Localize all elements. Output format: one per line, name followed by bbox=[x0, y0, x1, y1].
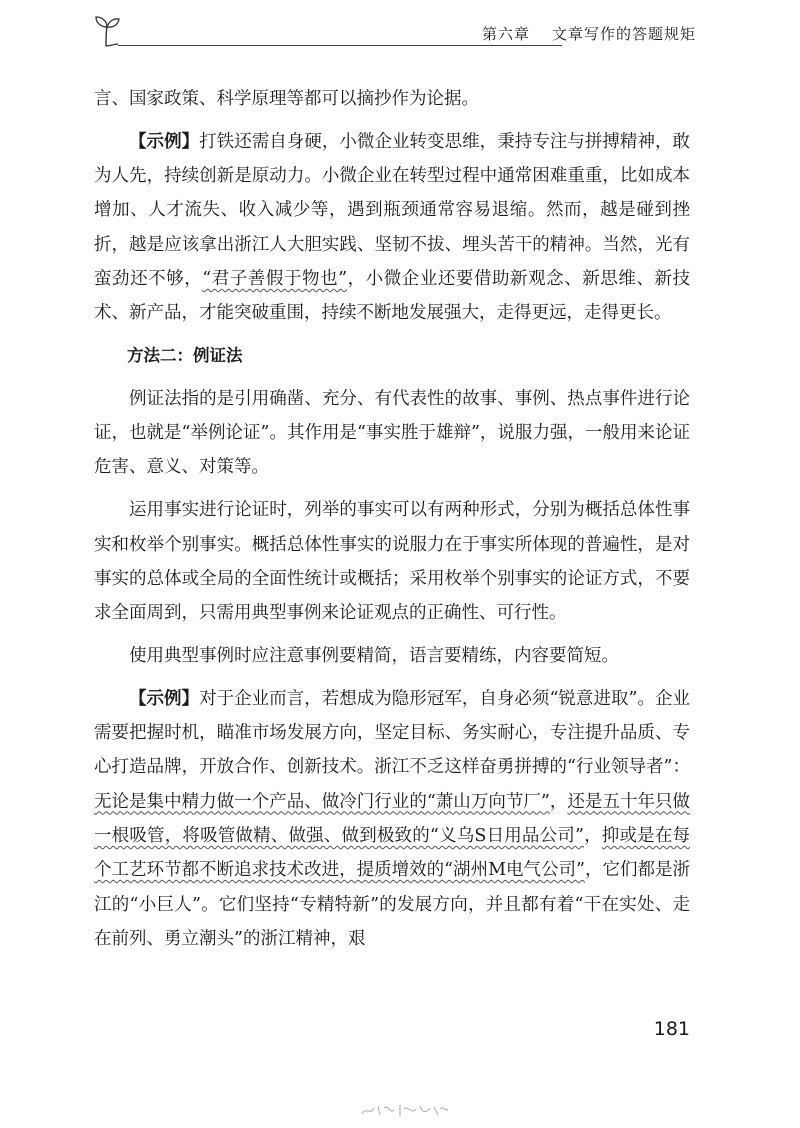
chapter-label: 第六章 bbox=[481, 25, 530, 43]
underlined-case-2: 还是五十年只做一根吸管，将吸管做精、做强、做到极致的“义乌S日用品公司” bbox=[94, 791, 691, 846]
example-2-text-a: 对于企业而言，若想成为隐形冠军，自身必须“锐意进取”。企业需要把握时机，瞄准市场发展方向，坚定目标、务实耐心，专注提升品质、专心打造品牌，开放合作、创新技术。浙江不乏这样奋勇拼搏的“行业领导者”： bbox=[94, 688, 690, 778]
header-title bbox=[482, 23, 696, 44]
sprout-icon bbox=[92, 14, 122, 48]
page-body bbox=[94, 82, 690, 965]
page-number: 181 bbox=[653, 1018, 690, 1040]
example-tag: 【示例】 bbox=[129, 131, 200, 152]
underlined-case-3: 抑或是在每个工艺环节都不断追求技术改进，提质增效的“湖州M电气公司” bbox=[94, 825, 690, 881]
example-tag: 【示例】 bbox=[129, 688, 200, 709]
example-paragraph-2 bbox=[94, 682, 690, 956]
watermark-stamp bbox=[360, 1100, 450, 1120]
quote-underlined: “君子善假于物也” bbox=[202, 268, 348, 289]
running-header bbox=[92, 14, 702, 50]
underlined-case-1: 无论是集中精力做一个产品、做冷门行业的“萧山万向节厂” bbox=[94, 791, 550, 812]
chapter-title: 文章写作的答题规矩 bbox=[551, 25, 696, 43]
paragraph-3: 例证法指的是引用确凿、充分、有代表性的故事、事例、热点事件进行论证，也就是“举例论证”。其作用是“事实胜于雄辩”，说服力强，一般用来论证危害、意义、对策等。 bbox=[94, 388, 690, 478]
separator-2: ， bbox=[583, 825, 602, 846]
example-2-text-b: ，它们都是浙江的“小巨人”。它们坚持“专精特新”的发展方向，并且都有着“干在实处、走在前列、勇立潮头”的浙江精神，艰 bbox=[94, 860, 691, 949]
paragraph-1: 言、国家政策、科学原理等都可以摘抄作为论据。 bbox=[94, 89, 479, 109]
paragraph-5: 使用典型事例时应注意事例要精简，语言要精练，内容要简短。 bbox=[129, 645, 619, 666]
paragraph-4: 运用事实进行论证时，列举的事实可以有两种形式，分别为概括总体性事实和枚举个别事实。概括总体性事实的说服力在于事实所体现的普遍性，是对事实的总体或全局的全面性统计或概括；采用枚举个别事实的论证方式，不要求全面周到，只需用典型事例来论证观点的正确性、可行性。 bbox=[94, 500, 690, 624]
example-paragraph-1 bbox=[94, 125, 690, 331]
separator-1: ， bbox=[549, 791, 568, 812]
example-1-text-b: ，小微企业还要借助新观念、新思维、新技术、新产品，才能突破重围，持续不断地发展强大，走得更远，走得更长。 bbox=[94, 268, 690, 324]
header-rule bbox=[118, 45, 562, 46]
section-heading-method-2: 方法二：例证法 bbox=[127, 346, 243, 366]
example-1-text-a: 打铁还需自身硬，小微企业转变思维，秉持专注与拼搏精神，敢为人先，持续创新是原动力。小微企业在转型过程中通常困难重重，比如成本增加、人才流失、收入减少等，遇到瓶颈通常容易退缩。然而，越是碰到挫折，越是应该拿出浙江人大胆实践、坚韧不拔、埋头苦干的精神。当然，光有蛮劲还不够， bbox=[94, 131, 691, 289]
